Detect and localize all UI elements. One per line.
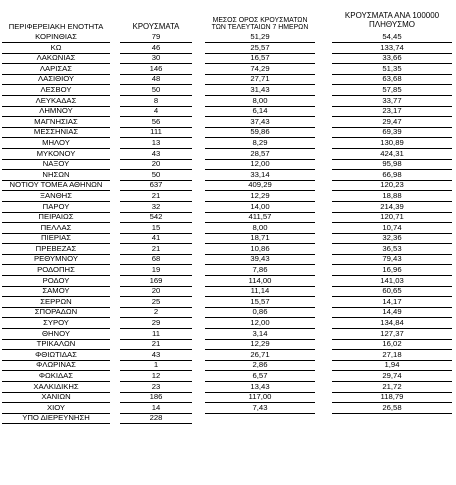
cell-regional-unit: ΠΑΡΟΥ <box>42 201 70 211</box>
cell-per-100k: 16,02 <box>382 339 402 349</box>
cell-cases: 25 <box>151 296 161 306</box>
cell-regional-unit: ΥΠΟ ΔΙΕΡΕΥΝΗΣΗ <box>22 413 90 423</box>
cell-per-100k: 14,17 <box>382 296 402 306</box>
cell-regional-unit: ΛΑΡΙΣΑΣ <box>39 63 73 73</box>
cell-per-100k: 27,18 <box>382 349 402 359</box>
table-row <box>2 371 452 382</box>
cell-7day-average: 27,71 <box>250 74 270 84</box>
table-row <box>2 117 452 128</box>
cell-7day-average: 114,00 <box>248 275 272 285</box>
cell-7day-average: 37,43 <box>250 116 270 126</box>
cell-per-100k: 16,96 <box>382 265 402 275</box>
cell-7day-average: 3,14 <box>252 328 268 338</box>
cell-7day-average: 15,57 <box>250 296 270 306</box>
cell-cases: 20 <box>151 159 161 169</box>
cell-7day-average: 12,00 <box>250 159 270 169</box>
cell-regional-unit: ΡΟΔΟΠΗΣ <box>37 265 75 275</box>
cell-per-100k: 29,47 <box>382 116 402 126</box>
cell-7day-average: 7,86 <box>252 265 268 275</box>
table-row <box>2 318 452 329</box>
cell-7day-average: 12,00 <box>250 318 270 328</box>
cell-7day-average: 18,71 <box>250 233 270 243</box>
table-row <box>2 96 452 107</box>
cell-regional-unit: ΚΟΡΙΝΘΙΑΣ <box>35 32 77 41</box>
cell-per-100k: 141,03 <box>380 275 404 285</box>
cell-7day-average: 8,00 <box>252 222 268 232</box>
cell-regional-unit: ΝΑΞΟΥ <box>42 159 70 169</box>
cell-7day-average: 11,14 <box>250 286 270 296</box>
cell-cases: 43 <box>151 148 161 158</box>
cell-regional-unit: ΜΕΣΣΗΝΙΑΣ <box>33 127 79 137</box>
table-row <box>2 276 452 287</box>
cell-per-100k: 32,36 <box>382 233 402 243</box>
cell-cases: 41 <box>151 233 161 243</box>
cell-cases: 4 <box>153 106 159 116</box>
cell-regional-unit: ΦΩΚΙΔΑΣ <box>38 371 74 380</box>
cell-regional-unit: ΧΑΝΙΩΝ <box>41 392 71 402</box>
table-row <box>2 413 452 424</box>
cell-7day-average: 411,57 <box>248 212 272 222</box>
table-row <box>2 180 452 191</box>
cell-per-100k: 66,98 <box>382 169 402 179</box>
table-row <box>2 286 452 297</box>
table-row <box>2 244 452 255</box>
table-row <box>2 149 452 160</box>
cell-cases: 169 <box>149 275 163 285</box>
cell-per-100k: 133,74 <box>380 42 404 52</box>
cell-cases: 29 <box>151 318 161 328</box>
cell-7day-average: 6,57 <box>252 371 268 380</box>
cell-cases: 228 <box>149 413 163 423</box>
cell-per-100k: 60,65 <box>382 286 402 296</box>
cell-regional-unit: ΦΛΩΡΙΝΑΣ <box>36 360 76 370</box>
cell-7day-average: 12,29 <box>250 339 270 349</box>
cell-cases: 21 <box>151 243 161 253</box>
cell-regional-unit: ΚΩ <box>50 42 62 52</box>
cell-cases: 32 <box>151 201 161 211</box>
table-row <box>2 191 452 202</box>
cell-7day-average: 13,43 <box>250 381 270 391</box>
cell-per-100k: 95,98 <box>382 159 402 169</box>
table-row <box>2 254 452 265</box>
table-row <box>2 233 452 244</box>
cell-cases: 637 <box>149 180 163 190</box>
cell-per-100k: 26,58 <box>382 402 402 412</box>
cell-per-100k: 18,88 <box>382 190 402 200</box>
cell-per-100k: 120,23 <box>380 180 404 190</box>
cell-cases: 48 <box>151 74 161 84</box>
cell-cases: 19 <box>151 265 161 275</box>
header-regional-unit: ΠΕΡΙΦΕΡΕΙΑΚΗ ΕΝΟΤΗΤΑ <box>8 22 104 32</box>
cell-7day-average: 31,43 <box>250 84 270 94</box>
table-row <box>2 170 452 181</box>
cell-cases: 30 <box>151 53 161 63</box>
table-header <box>2 2 452 32</box>
cell-regional-unit: ΠΕΛΛΑΣ <box>40 222 72 232</box>
table-row <box>2 297 452 308</box>
table-row <box>2 74 452 85</box>
table-row <box>2 43 452 54</box>
cell-cases: 146 <box>149 63 163 73</box>
cell-per-100k: 29,74 <box>382 371 402 380</box>
cell-per-100k: 118,79 <box>380 392 404 402</box>
cell-per-100k: 214,39 <box>380 201 404 211</box>
header-cases-per-100k: ΚΡΟΥΣΜΑΤΑ ΑΝΑ 100000 ΠΛΗΘΥΣΜΟ <box>344 11 440 29</box>
cell-7day-average: 6,14 <box>252 106 268 116</box>
cell-7day-average: 409,29 <box>248 180 272 190</box>
table-row <box>2 53 452 64</box>
cell-7day-average: 74,29 <box>250 63 270 73</box>
cell-regional-unit: ΛΕΥΚΑΔΑΣ <box>35 95 77 105</box>
table-row <box>2 32 452 43</box>
table-row <box>2 64 452 75</box>
cell-per-100k: 130,89 <box>380 137 404 147</box>
cell-7day-average: 39,43 <box>250 254 270 264</box>
table-row <box>2 159 452 170</box>
cell-cases: 186 <box>149 392 163 402</box>
table-row <box>2 339 452 350</box>
cell-per-100k: 127,37 <box>380 328 404 338</box>
cell-cases: 14 <box>151 402 161 412</box>
cell-cases: 50 <box>151 169 161 179</box>
header-cases: ΚΡΟΥΣΜΑΤΑ <box>132 22 180 32</box>
cell-per-100k: 79,43 <box>382 254 402 264</box>
cell-per-100k: 134,84 <box>380 318 404 328</box>
cell-7day-average: 8,00 <box>252 95 268 105</box>
cell-per-100k: 33,66 <box>382 53 402 63</box>
cell-7day-average: 26,71 <box>250 349 270 359</box>
cell-cases: 20 <box>151 286 161 296</box>
cell-cases: 21 <box>151 339 161 349</box>
cell-cases: 43 <box>151 349 161 359</box>
cell-7day-average: 12,29 <box>250 190 270 200</box>
cell-per-100k: 14,49 <box>382 307 402 317</box>
cell-regional-unit: ΡΟΔΟΥ <box>42 275 70 285</box>
cell-per-100k: 21,72 <box>382 381 402 391</box>
cell-regional-unit: ΛΑΣΙΘΙΟΥ <box>37 74 75 84</box>
cell-7day-average: 51,29 <box>250 32 270 41</box>
cell-cases: 111 <box>150 127 162 137</box>
table-row <box>2 127 452 138</box>
cell-regional-unit: ΛΑΚΩΝΙΑΣ <box>36 53 76 63</box>
cell-cases: 542 <box>149 212 163 222</box>
cell-regional-unit: ΛΗΜΝΟΥ <box>39 106 73 116</box>
cell-cases: 12 <box>151 371 161 380</box>
cell-per-100k: 1,94 <box>384 360 400 370</box>
cell-regional-unit: ΠΙΕΡΙΑΣ <box>41 233 71 243</box>
row-rule <box>2 423 110 424</box>
cell-regional-unit: ΜΗΛΟΥ <box>42 137 70 147</box>
cell-per-100k: 23,17 <box>382 106 402 116</box>
header-7day-average: ΜΕΣΟΣ ΟΡΟΣ ΚΡΟΥΣΜΑΤΩΝ ΤΩΝ ΤΕΛΕΥΤΑΙΩΝ 7 ΗΜΕΡΩΝ <box>211 16 309 32</box>
cell-regional-unit: ΜΑΓΝΗΣΙΑΣ <box>34 116 78 126</box>
table-row <box>2 307 452 318</box>
cell-7day-average: 16,57 <box>250 53 270 63</box>
cell-regional-unit: ΣΕΡΡΩΝ <box>40 296 72 306</box>
cell-7day-average: 59,86 <box>250 127 270 137</box>
cell-regional-unit: ΣΑΜΟΥ <box>42 286 70 296</box>
cell-regional-unit: ΦΘΙΩΤΙΔΑΣ <box>35 349 77 359</box>
cell-cases: 68 <box>151 254 161 264</box>
cell-per-100k: 57,85 <box>382 84 402 94</box>
cell-per-100k: 33,77 <box>382 95 402 105</box>
table-row <box>2 106 452 117</box>
table-row <box>2 265 452 276</box>
cell-regional-unit: ΣΠΟΡΑΔΩΝ <box>34 307 78 317</box>
cell-cases: 13 <box>151 137 161 147</box>
cell-regional-unit: ΜΥΚΟΝΟΥ <box>36 148 76 158</box>
table-row <box>2 350 452 361</box>
cell-cases: 50 <box>151 84 161 94</box>
cell-cases: 79 <box>151 32 161 41</box>
cell-cases: 46 <box>151 42 161 52</box>
table-row <box>2 360 452 371</box>
cell-per-100k: 36,53 <box>382 243 402 253</box>
table-row <box>2 212 452 223</box>
cell-regional-unit: ΞΑΝΘΗΣ <box>40 190 72 200</box>
cell-cases: 23 <box>151 381 161 391</box>
cell-cases: 15 <box>151 222 161 232</box>
cell-7day-average: 7,43 <box>252 402 268 412</box>
cell-regional-unit: ΘΗΝΟΥ <box>42 328 70 338</box>
cell-regional-unit: ΠΡΕΒΕΖΑΣ <box>35 243 77 253</box>
cell-cases: 2 <box>153 307 159 317</box>
cell-7day-average <box>205 413 315 424</box>
cell-per-100k: 10,74 <box>382 222 402 232</box>
covid-cases-table <box>2 2 452 424</box>
table-row <box>2 403 452 414</box>
cell-7day-average: 28,57 <box>250 148 270 158</box>
cell-7day-average: 8,29 <box>252 137 268 147</box>
cell-regional-unit: ΠΕΙΡΑΙΩΣ <box>38 212 74 222</box>
cell-regional-unit: ΧΙΟΥ <box>46 402 66 412</box>
table-row <box>2 329 452 340</box>
cell-cases: 8 <box>153 95 159 105</box>
cell-regional-unit: ΣΥΡΟΥ <box>43 318 69 328</box>
cell-cases: 56 <box>151 116 161 126</box>
table-row <box>2 202 452 213</box>
cell-per-100k <box>332 413 452 424</box>
table-row <box>2 223 452 234</box>
cell-7day-average: 117,00 <box>248 392 272 402</box>
table-row <box>2 382 452 393</box>
cell-regional-unit: ΤΡΙΚΑΛΩΝ <box>36 339 76 349</box>
cell-per-100k: 69,39 <box>382 127 402 137</box>
cell-cases: 1 <box>153 360 159 370</box>
cell-7day-average: 0,86 <box>252 307 268 317</box>
cell-regional-unit: ΝΟΤΙΟΥ ΤΟΜΕΑ ΑΘΗΝΩΝ <box>9 180 103 190</box>
cell-7day-average: 33,14 <box>250 169 270 179</box>
cell-per-100k: 54,45 <box>382 32 402 41</box>
table-row <box>2 85 452 96</box>
cell-regional-unit: ΧΑΛΚΙΔΙΚΗΣ <box>33 381 79 391</box>
table-body <box>2 32 452 424</box>
cell-cases: 21 <box>151 190 161 200</box>
cell-cases: 11 <box>152 328 160 338</box>
cell-regional-unit: ΝΗΣΩΝ <box>42 169 70 179</box>
cell-7day-average: 2,86 <box>252 360 268 370</box>
cell-7day-average: 14,00 <box>250 201 270 211</box>
cell-regional-unit: ΛΕΣΒΟΥ <box>40 84 72 94</box>
table-row <box>2 138 452 149</box>
cell-7day-average: 10,86 <box>250 243 270 253</box>
cell-per-100k: 63,68 <box>382 74 402 84</box>
cell-per-100k: 120,71 <box>380 212 404 222</box>
cell-per-100k: 424,31 <box>380 148 404 158</box>
cell-per-100k: 51,35 <box>382 63 402 73</box>
table-row <box>2 392 452 403</box>
cell-regional-unit: ΡΕΘΥΜΝΟΥ <box>34 254 78 264</box>
row-rule <box>120 423 192 424</box>
cell-7day-average: 25,57 <box>250 42 270 52</box>
